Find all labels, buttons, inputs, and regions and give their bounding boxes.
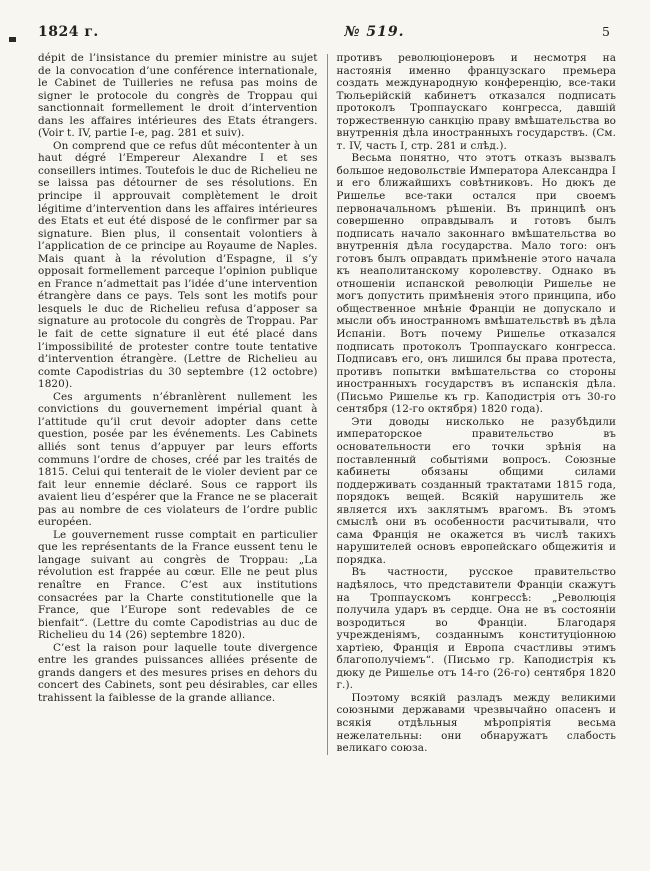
paragraph: Въ частности, русское правительство надѣялось, что представители Франціи скажутъ на Троппаускомъ конгрессѣ: „Революція получила ударъ въ сердце. Она не въ состояніи возродиться во Франціи. Благодаря учрежденіямъ, созданнымъ конституціонною хартіею, Франція и Европа счастливы этимъ благополучіемъ“. (Письмо гр. Каподистрія къ дюку де Ришелье отъ 14-го (26-го) сентября 1820 г.).: [336, 566, 616, 692]
header-issue-number: № 519.: [344, 24, 405, 40]
right-column-russian-text: [328, 52, 617, 755]
paragraph: On comprend que ce refus dût mécontenter à un haut dégré l’Empereur Alexandre I et ses conseillers intimes. Toutefois le duc de Richelieu ne se laissa pas détourner de ses résolutions. En principe il approuvait complètement le droit légitime d’intervention dans les affaires intérieures des Etats et eut été disposé de le confirmer par sa signature. Bien plus, il consentait volontiers à l’application de ce principe au Royaume de Naples. Mais quant à la révolution d’Espagne, il s’y opposait formellement parceque l’opinion publique en France n’admettait pas l’idée d’une intervention étrangère dans ce pays. Tels sont les motifs pour lesquels le duc de Richelieu refusa d’apposer sa signature au protocole du congrès de Troppau. Par le fait de cette signature il eut été placé dans l’impossibilité de protester contre toute tentative d’intervention étrangère. (Lettre de Richelieu au comte Capodistrias du 30 septembre (12 octobre) 1820).: [38, 139, 318, 391]
page-header: [0, 0, 650, 44]
paragraph: Поэтому всякій разладъ между великими союзными державами чрезвычайно опасенъ и всякія отдѣльныя мѣропріятія весьма нежелательны: они обнаружатъ слабость великаго союза.: [336, 691, 616, 755]
paragraph-continuation: противъ революціонеровъ и несмотря на настоянія именно французскаго премьера создать международную конференцію, все-таки Тюльерійскій кабинетъ отказался подписать протоколъ Троппаускаго конгресса, давшій торжественную санкцію праву вмѣшательства во внутреннія дѣла иностранныхъ государствъ. (См. т. IV, часть I, стр. 281 и слѣд.).: [336, 52, 616, 152]
header-page-number: 5: [602, 24, 610, 39]
paragraph: Весьма понятно, что этотъ отказъ вызвалъ большое недовольствіе Императора Александра I и его ближайшихъ совѣтниковъ. Но дюкъ де Ришелье все-таки остался при своемъ первоначальномъ рѣшеніи. Въ принципѣ онъ совершенно оправдывалъ и готовъ былъ подписать начало законнаго вмѣшательства во внутреннія дѣла государства. Мало того: онъ готовъ былъ оправдать примѣненіе этого начала къ неаполитанскому королевству. Однако въ отношеніи испанской революціи Ришелье не могъ допустить примѣненія этого принципа, ибо общественное мнѣніе Франціи не допускало и мысли объ иностранномъ вмѣшательствѣ въ дѣла Испаніи. Вотъ почему Ришелье отказался подписать протоколъ Троппаускаго конгресса. Подписавъ его, онъ лишился бы права протеста, противъ попытки вмѣшательства со стороны иностранныхъ государствъ въ испанскія дѣла. (Письмо Ришелье къ гр. Каподистрія отъ 30-го сентября (12-го октября) 1820 года).: [336, 152, 616, 416]
text-columns: [0, 44, 650, 755]
print-artifact-mark: [9, 37, 16, 42]
left-column-french-text: [38, 52, 327, 755]
header-year: 1824 г.: [38, 24, 99, 40]
paragraph: C’est la raison pour laquelle toute divergence entre les grandes puissances alliées présente de grands dangers et des mesures prises en dehors du concert des Cabinets, sont peu désirables, car elles trahissent la faiblesse de la grande alliance.: [38, 641, 318, 704]
paragraph: Ces arguments n’ébranlèrent nullement les convictions du gouvernement impérial quant à l’attitude qu’il crut devoir adopter dans cette question, posée par les événements. Les Cabinets alliés sont tenus d’appuyer par leurs efforts communs l’ordre de choses, créé par les traités de 1815. Celui qui tenterait de le violer devient par ce fait leur ennemie déclaré. Sous ce rapport ils avaient lieu d’espérer que la France ne se placerait pas au nombre de ces violateurs de l’ordre public européen.: [38, 390, 318, 529]
paragraph: Эти доводы нисколько не разубѣдили императорское правительство въ основательности его точки зрѣнія на поставленный событіями вопросъ. Союзные кабинеты обязаны общими силами поддерживать созданный трактатами 1815 года, порядокъ вещей. Всякій нарушитель же является ихъ заклятымъ врагомъ. Въ этомъ смыслѣ они въ особенности расчитывали, что сама Франція не окажется въ числѣ такихъ нарушителей основъ европейскаго общежитія и порядка.: [336, 415, 616, 566]
paragraph-continuation: dépit de l’insistance du premier ministre au sujet de la convocation d’une conférence internationale, le Cabinet de Tuilleries ne refusa pas moins de signer le protocole du congrès de Troppau qui sanctionnait formellement le droit d’intervention dans les affaires intérieures des Etats étrangers. (Voir t. IV, partie I-e, pag. 281 et suiv).: [38, 52, 318, 140]
paragraph: Le gouvernement russe comptait en particulier que les représentants de la France eussent tenu le langage suivant au congrès de Troppau: „La révolution est frappée au cœur. Elle ne peut plus renaître en France. C’est aux institutions consacrées par la Charte constitutionelle que la France, que l’Europe sont redevables de ce bienfait“. (Lettre du comte Capodistrias au duc de Richelieu du 14 (26) septembre 1820).: [38, 528, 318, 642]
